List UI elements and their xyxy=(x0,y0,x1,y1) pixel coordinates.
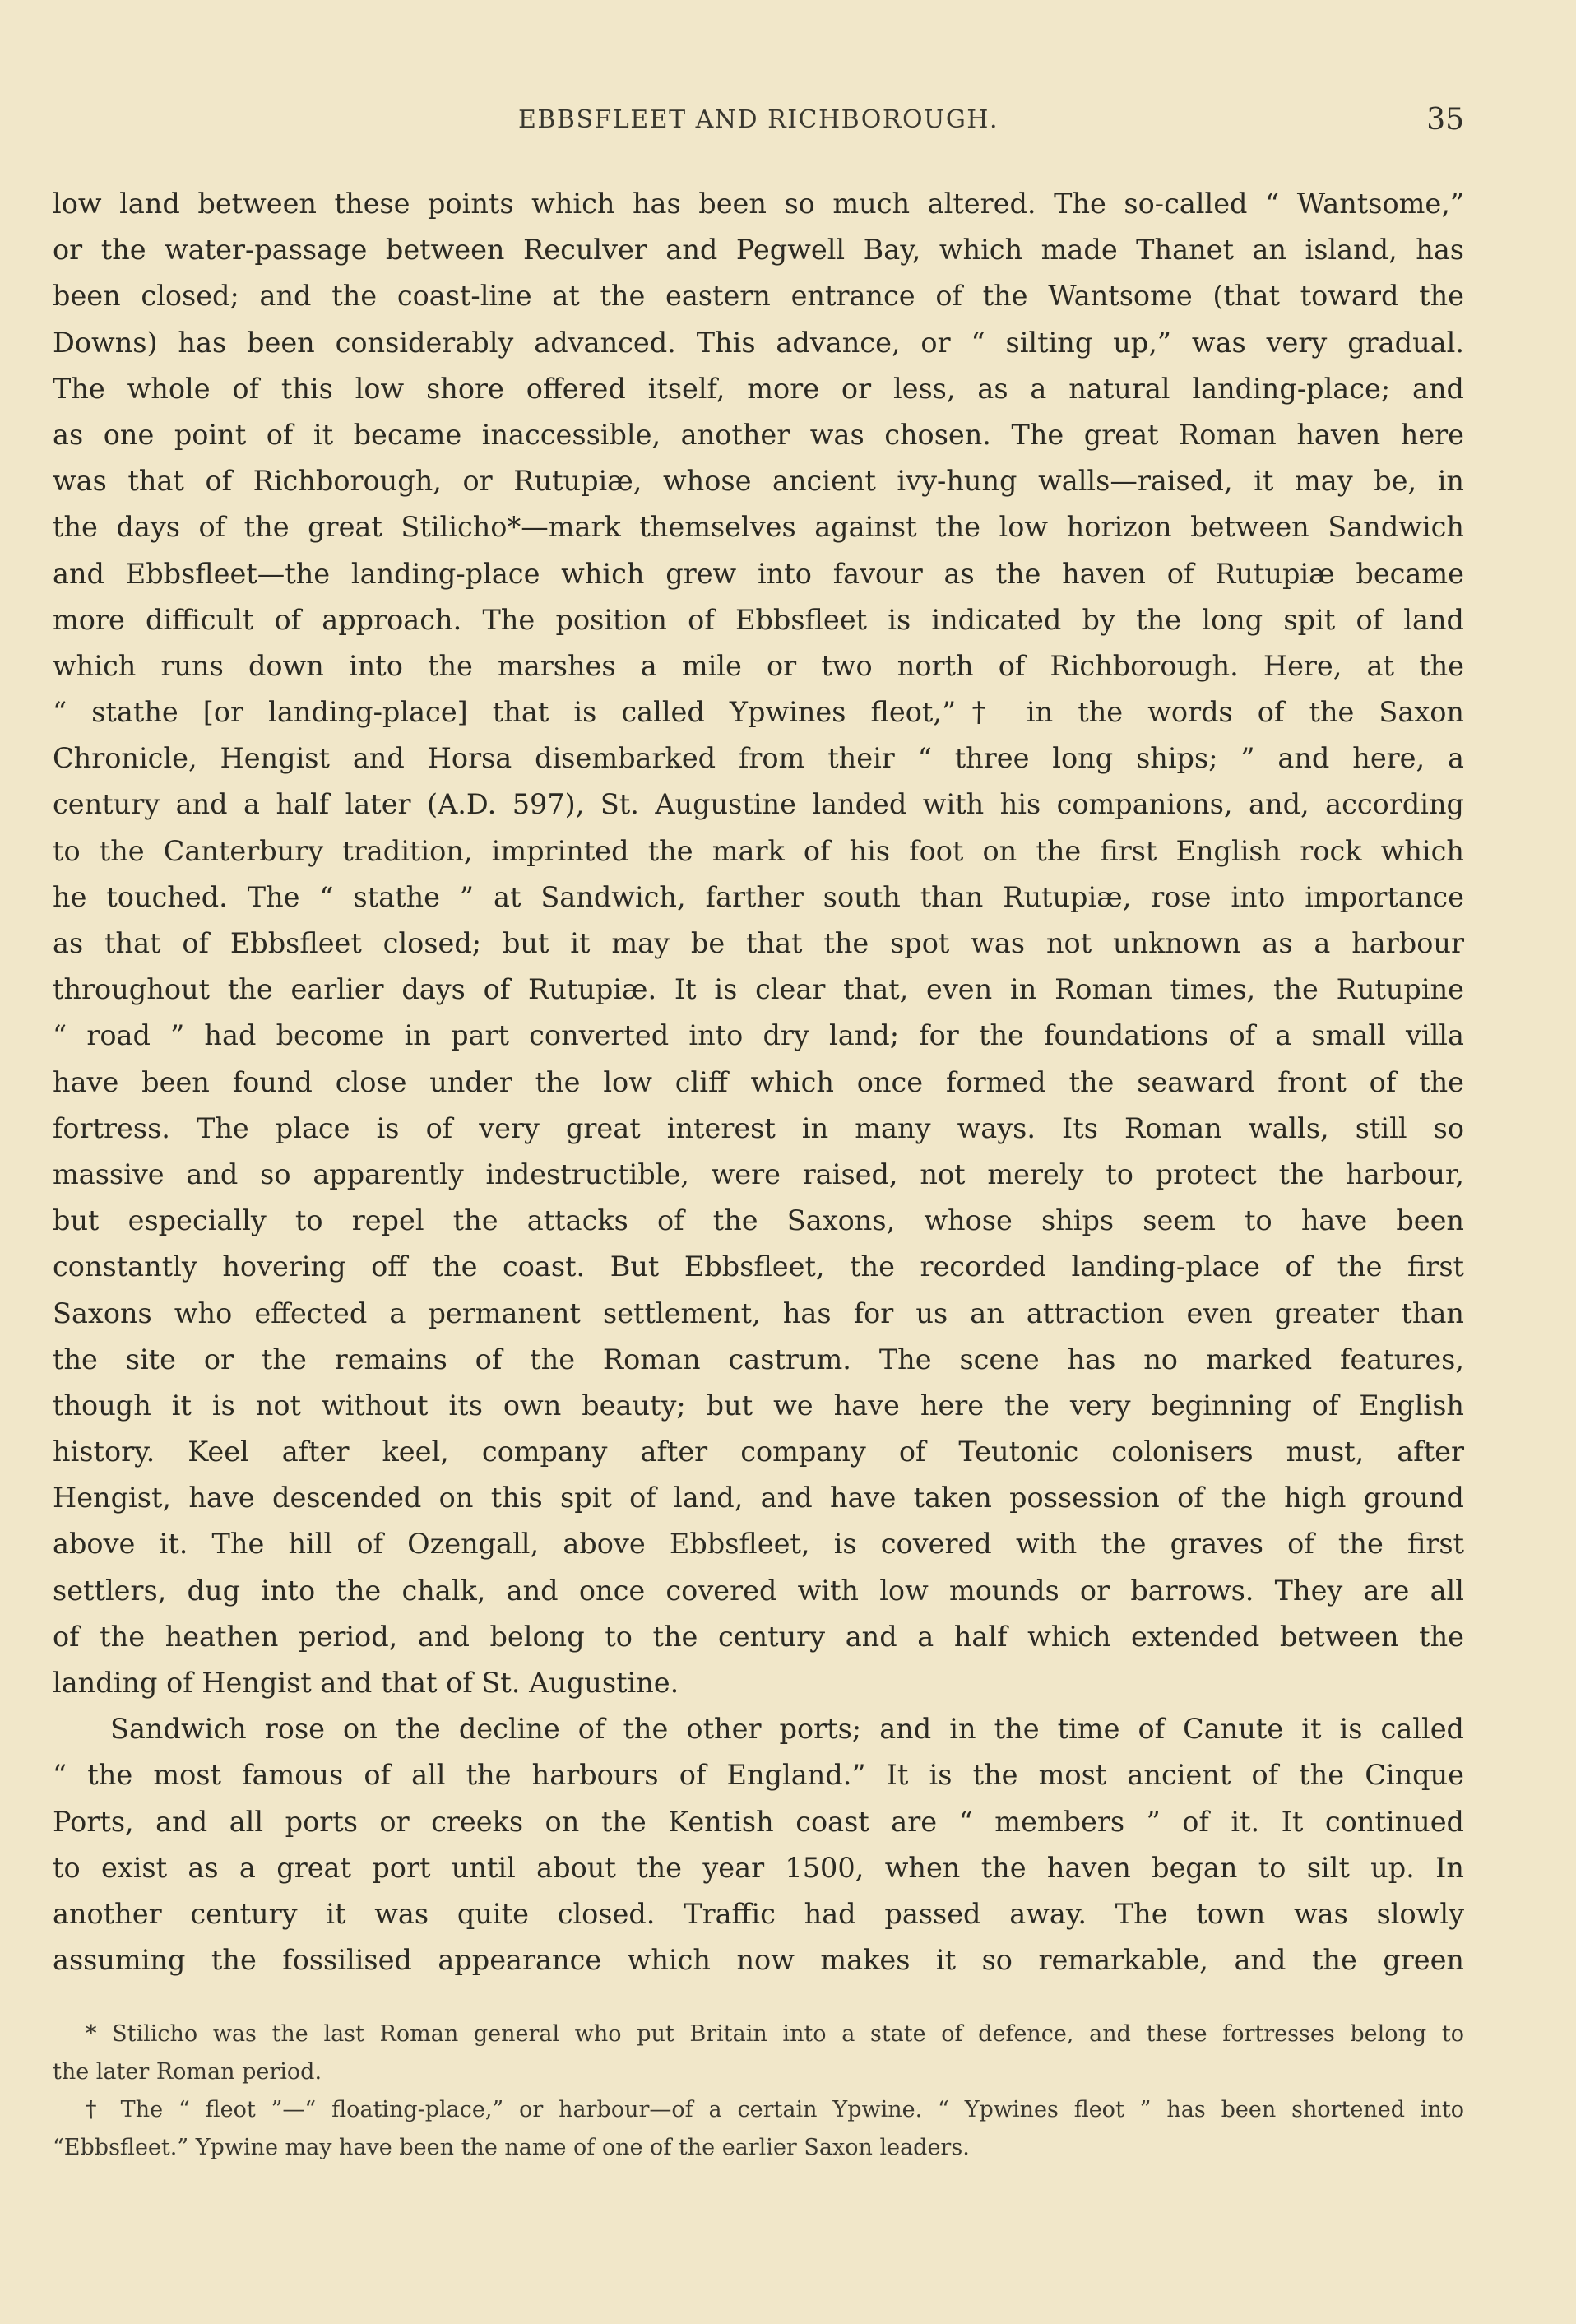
text-line: another century it was quite closed. Traffic had passed away. The town was slowly xyxy=(53,1897,1464,1930)
text-line: to exist as a great port until about the year 1500, when the haven began to silt up. In xyxy=(53,1851,1464,1884)
footnote-stilicho: * Stilicho was the last Roman general who put Britain into a state of defence, and these fortresses belong to xyxy=(86,2021,1464,2047)
text-line: was that of Richborough, or Rutupiæ, whose ancient ivy-hung walls—raised, it may be, in xyxy=(53,465,1464,498)
text-line: “ road ” had become in part converted into dry land; for the foundations of a small villa xyxy=(53,1019,1464,1052)
text-line: Hengist, have descended on this spit of land, and have taken possession of the high ground xyxy=(53,1482,1464,1515)
page-number: 35 xyxy=(1426,103,1464,137)
text-line: Ports, and all ports or creeks on the Kentish coast are “ members ” of it. It continued xyxy=(53,1805,1464,1838)
text-line: history. Keel after keel, company after company of Teutonic colonisers must, after xyxy=(53,1436,1464,1468)
text-line: as that of Ebbsfleet closed; but it may be that the spot was not unknown as a harbour xyxy=(53,927,1464,959)
paragraph-start-line: Sandwich rose on the decline of the other ports; and in the time of Canute it is called xyxy=(110,1713,1464,1746)
text-line: massive and so apparently indestructible, were raised, not merely to protect the harbour, xyxy=(53,1157,1464,1190)
text-line: Saxons who effected a permanent settlement, has for us an attraction even greater than xyxy=(53,1297,1464,1329)
text-line: century and a half later (A.D. 597), St. Augustine landed with his companions, and, according xyxy=(53,788,1464,821)
footnote-fleot: † The “ fleot ”—“ floating-place,” or harbour—of a certain Ypwine. “ Ypwines fleot ” has been shortened into xyxy=(86,2097,1464,2122)
text-line: or the water-passage between Reculver and Pegwell Bay, which made Thanet an island, has xyxy=(53,234,1464,267)
text-line: to the Canterbury tradition, imprinted the mark of his foot on the first English rock which xyxy=(53,834,1464,867)
text-line: and Ebbsfleet—the landing-place which grew into favour as the haven of Rutupiæ became xyxy=(53,557,1464,590)
text-line: fortress. The place is of very great interest in many ways. Its Roman walls, still so xyxy=(53,1111,1464,1144)
text-line: Downs) has been considerably advanced. This advance, or “ silting up,” was very gradual. xyxy=(53,326,1464,359)
running-head xyxy=(53,97,1464,143)
text-line: more difficult of approach. The position of Ebbsfleet is indicated by the long spit of land xyxy=(53,603,1464,636)
body-text xyxy=(53,181,1464,1983)
text-line: low land between these points which has been so much altered. The so-called “ Wantsome,” xyxy=(53,188,1464,220)
text-line: which runs down into the marshes a mile or two north of Richborough. Here, at the xyxy=(53,649,1464,682)
text-line: constantly hovering off the coast. But Ebbsfleet, the recorded landing-place of the first xyxy=(53,1250,1464,1283)
paragraph-end-line: landing of Hengist and that of St. Augustine. xyxy=(53,1667,679,1699)
text-line: though it is not without its own beauty; but we have here the very beginning of English xyxy=(53,1389,1464,1422)
text-line: have been found close under the low cliff which once formed the seaward front of the xyxy=(53,1065,1464,1098)
text-line: settlers, dug into the chalk, and once covered with low mounds or barrows. They are all xyxy=(53,1574,1464,1607)
text-line: throughout the earlier days of Rutupiæ. It is clear that, even in Roman times, the Rutupine xyxy=(53,973,1464,1006)
text-line: “ stathe [or landing-place] that is called Ypwines fleot,”† in the words of the Saxon xyxy=(53,696,1464,729)
text-line: he touched. The “ stathe ” at Sandwich, farther south than Rutupiæ, rose into importance xyxy=(53,880,1464,913)
footnotes xyxy=(53,2016,1464,2167)
text-line: of the heathen period, and belong to the century and a half which extended between the xyxy=(53,1620,1464,1653)
text-line: The whole of this low shore offered itself, more or less, as a natural landing-place; and xyxy=(53,372,1464,405)
text-line: assuming the fossilised appearance which now makes it so remarkable, and the green xyxy=(53,1944,1464,1977)
text-line: the days of the great Stilicho*—mark themselves against the low horizon between Sandwich xyxy=(53,511,1464,544)
running-title: EBBSFLEET AND RICHBOROUGH. xyxy=(517,105,999,134)
text-line: but especially to repel the attacks of the Saxons, whose ships seem to have been xyxy=(53,1204,1464,1237)
text-line: above it. The hill of Ozengall, above Ebbsfleet, is covered with the graves of the first xyxy=(53,1528,1464,1561)
footnote-stilicho-cont: the later Roman period. xyxy=(53,2059,322,2085)
text-line: Chronicle, Hengist and Horsa disembarked from their “ three long ships; ” and here, a xyxy=(53,742,1464,775)
text-line: “ the most famous of all the harbours of England.” It is the most ancient of the Cinque xyxy=(53,1759,1464,1792)
footnote-fleot-cont: “Ebbsfleet.” Ypwine may have been the name of one of the earlier Saxon leaders. xyxy=(53,2135,970,2160)
text-line: as one point of it became inaccessible, another was chosen. The great Roman haven here xyxy=(53,418,1464,451)
text-line: the site or the remains of the Roman castrum. The scene has no marked features, xyxy=(53,1343,1464,1375)
text-line: been closed; and the coast-line at the eastern entrance of the Wantsome (that toward the xyxy=(53,280,1464,313)
